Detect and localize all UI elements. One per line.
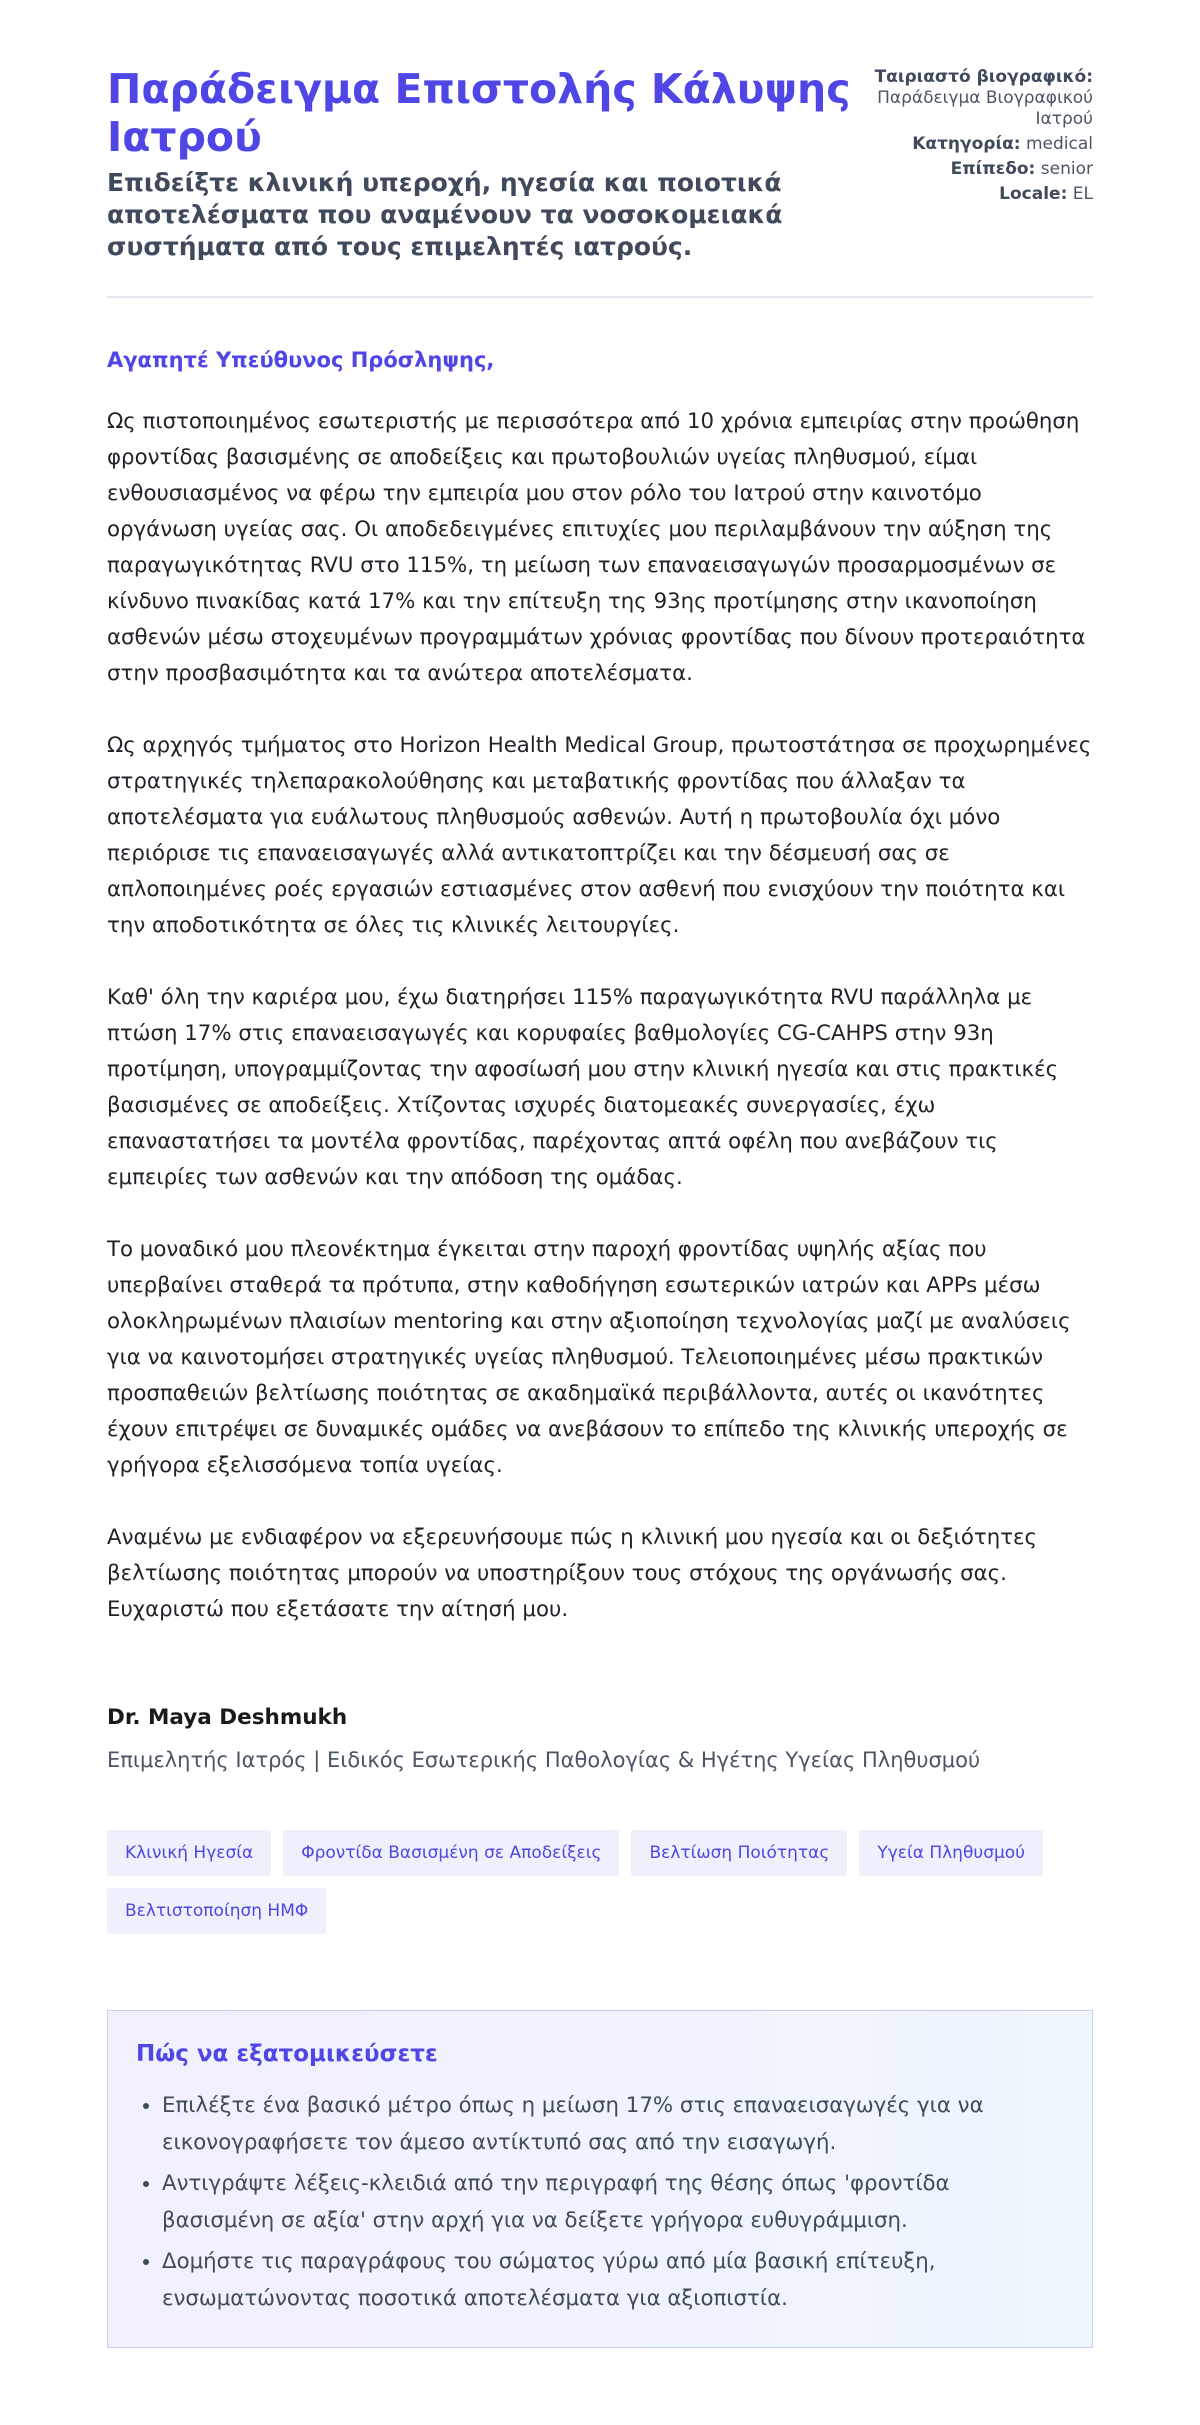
meta-level-value: senior bbox=[1040, 159, 1093, 179]
letter-paragraphs bbox=[107, 404, 1093, 1628]
skill-tag[interactable]: Υγεία Πληθυσμού bbox=[859, 1830, 1043, 1876]
meta-match-label: Ταιριαστό βιογραφικό: bbox=[874, 67, 1093, 87]
meta-level bbox=[873, 159, 1093, 180]
tips-list bbox=[136, 2087, 1064, 2317]
page-title: Παράδειγμα Επιστολής Κάλυψης Ιατρού bbox=[107, 65, 851, 161]
skill-tag[interactable]: Βελτιστοποίηση ΗΜΦ bbox=[107, 1888, 326, 1934]
letter-paragraph: Ως αρχηγός τμήματος στο Horizon Health Medical Group, πρωτοστάτησα σε προχωρημένες στρατηγικές τηλεπαρακολούθησης και μεταβατικής φροντίδας που άλλαξαν τα αποτελέσματα για ευάλωτους πληθυσμούς ασθενών. Αυτή η πρωτοβουλία όχι μόνο περιόρισε τις επαναεισαγωγές αλλά αντικατοπτρίζει και την δέσμευσή σας σε απλοποιημένες ροές εργασιών εστιασμένες στον ασθενή που ενισχύουν την ποιότητα και την αποδοτικότητα σε όλες τις κλινικές λειτουργίες. bbox=[107, 733, 1092, 938]
page-subtitle: Επιδείξτε κλινική υπεροχή, ηγεσία και ποιοτικά αποτελέσματα που αναμένουν τα νοσοκομειακά συστήματα από τους επιμελητές ιατρούς. bbox=[107, 168, 783, 261]
letter-body bbox=[107, 346, 1093, 1774]
meta-match-resume bbox=[873, 67, 1093, 130]
meta-category bbox=[873, 134, 1093, 155]
skill-tag[interactable]: Κλινική Ηγεσία bbox=[107, 1830, 271, 1876]
skill-tags bbox=[107, 1830, 1093, 1934]
skill-tag[interactable]: Φροντίδα Βασισμένη σε Αποδείξεις bbox=[283, 1830, 619, 1876]
tip-item: • Αντιγράψτε λέξεις-κλειδιά από την περιγραφή της θέσης όπως 'φροντίδα βασισμένη σε αξία' στην αρχή για να δείξετε γρήγορα ευθυγράμμιση. bbox=[162, 2165, 1064, 2239]
signature-name: Dr. Maya Deshmukh bbox=[107, 1705, 348, 1730]
meta-locale-value: EL bbox=[1072, 184, 1093, 204]
tip-item: • Δομήστε τις παραγράφους του σώματος γύρω από μία βασική επίτευξη, ενσωματώνοντας ποσοτικά αποτελέσματα για αξιοπιστία. bbox=[162, 2243, 1064, 2317]
letter-paragraph: Ως πιστοποιημένος εσωτεριστής με περισσότερα από 10 χρόνια εμπειρίας στην προώθηση φροντίδας βασισμένης σε αποδείξεις και πρωτοβουλιών υγείας πληθυσμού, είμαι ενθουσιασμένος να φέρω την εμπειρία μου στον ρόλο του Ιατρού στην καινοτόμο οργάνωση υγείας σας. Οι αποδεδειγμένες επιτυχίες μου περιλαμβάνουν την αύξηση της παραγωγικότητας RVU στο 115%, τη μείωση των επαναεισαγωγών προσαρμοσμένων σε κίνδυνο πινακίδας κατά 17% και την επίτευξη της 93ης προτίμησης στην ικανοποίηση ασθενών μέσω στοχευμένων προγραμμάτων χρόνιας φροντίδας που δίνουν προτεραιότητα στην προσβασιμότητα και τα ανώτερα αποτελέσματα. bbox=[107, 409, 1086, 686]
tip-item: • Επιλέξτε ένα βασικό μέτρο όπως η μείωση 17% στις επαναεισαγωγές για να εικονογραφήσετε τον άμεσο αντίκτυπό σας από την εισαγωγή. bbox=[162, 2087, 1064, 2161]
letter-paragraph: Αναμένω με ενδιαφέρον να εξερευνήσουμε πώς η κλινική μου ηγεσία και οι δεξιότητες βελτίωσης ποιότητας μπορούν να υποστηρίξουν τους στόχους της οργάνωσής σας. Ευχαριστώ που εξετάσατε την αίτησή μου. bbox=[107, 1525, 1038, 1622]
page-header bbox=[107, 65, 1093, 298]
meta-locale-label: Locale: bbox=[999, 184, 1068, 204]
skill-tag[interactable]: Βελτίωση Ποιότητας bbox=[631, 1830, 847, 1876]
signature-title: Επιμελητής Ιατρός | Ειδικός Εσωτερικής Παθολογίας & Ηγέτης Υγείας Πληθυσμού bbox=[107, 1748, 981, 1772]
meta-level-label: Επίπεδο: bbox=[950, 159, 1036, 179]
meta-category-label: Κατηγορία: bbox=[912, 134, 1021, 154]
letter-salutation: Αγαπητέ Υπεύθυνος Πρόσληψης, bbox=[107, 348, 495, 372]
header-titles bbox=[107, 65, 867, 263]
meta-panel bbox=[873, 65, 1093, 209]
signature-block bbox=[107, 1704, 1093, 1774]
customization-tips bbox=[107, 2010, 1093, 2348]
tips-title: Πώς να εξατομικεύσετε bbox=[136, 2041, 438, 2067]
letter-paragraph: Καθ' όλη την καριέρα μου, έχω διατηρήσει 115% παραγωγικότητα RVU παράλληλα με πτώση 17% στις επαναεισαγωγές και κορυφαίες βαθμολογίες CG-CAHPS στην 93η προτίμηση, υπογραμμίζοντας την αφοσίωσή μου στην κλινική ηγεσία και στις πρακτικές βασισμένες σε αποδείξεις. Χτίζοντας ισχυρές διατομεακές συνεργασίες, έχω επαναστατήσει τα μοντέλα φροντίδας, παρέχοντας απτά οφέλη που ανεβάζουν τις εμπειρίες των ασθενών και την απόδοση της ομάδας. bbox=[107, 985, 1059, 1190]
meta-match-value[interactable]: Παράδειγμα Βιογραφικού Ιατρού bbox=[877, 88, 1093, 129]
meta-locale bbox=[873, 184, 1093, 205]
meta-category-value: medical bbox=[1025, 134, 1093, 154]
letter-paragraph: Το μοναδικό μου πλεονέκτημα έγκειται στην παροχή φροντίδας υψηλής αξίας που υπερβαίνει σταθερά τα πρότυπα, στην καθοδήγηση εσωτερικών ιατρών και APPs μέσω ολοκληρωμένων πλαισίων mentoring και στην αξιοποίηση τεχνολογίας μαζί με αναλύσεις για να καινοτομήσει στρατηγικές υγείας πληθυσμού. Τελειοποιημένες μέσω πρακτικών προσπαθειών βελτίωσης ποιότητας σε ακαδημαϊκά περιβάλλοντα, αυτές οι ικανότητες έχουν επιτρέψει σε δυναμικές ομάδες να ανεβάσουν το επίπεδο της κλινικής υπεροχής σε γρήγορα εξελισσόμενα τοπία υγείας. bbox=[107, 1237, 1071, 1478]
